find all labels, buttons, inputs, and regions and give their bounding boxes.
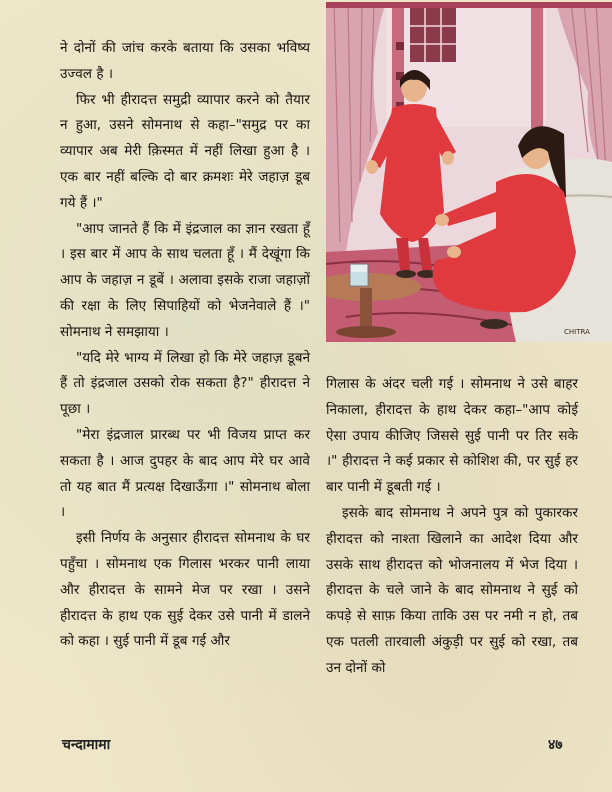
- paragraph: इसी निर्णय के अनुसार हीरादत्त सोमनाथ के घर पहुँचा । सोमनाथ एक गिलास भरकर पानी लाया और हीरादत्त के सामने मेज पर रखा । उसने हीरादत्त के हाथ एक सुई देकर उसे पानी में डालने को कहा । सुई पानी में डूब गई और: [60, 530, 310, 650]
- paragraph: फिर भी हीरादत्त समुद्री व्यापार करने को तैयार न हुआ, उसने सोमनाथ से कहा–"समुद्र पर का व्यापार अब मेरी क़िस्मत में नहीं लिखा हुआ है । एक बार नहीं बल्कि दो बार क्रमशः मेरे जहाज़ डूब गये हैं ।": [60, 91, 310, 211]
- paragraph: "यदि मेरे भाग्य में लिखा हो कि मेरे जहाज़ डूबने हैं तो इंद्रजाल उसको रोक सकता है?" हीरादत्त ने पूछा ।: [60, 349, 310, 418]
- paragraph: "आप जानते हैं कि में इंद्रजाल का ज्ञान रखता हूँ । इस बार में आप के साथ चलता हूँ । मैं देखूंगा कि आप के जहाज़ न डूबें । अलावा इसके राजा जहाज़ों की रक्षा के लिए सिपाहियों को भेजनेवाले हैं ।" सोमनाथ ने समझाया ।: [60, 220, 310, 340]
- left-text-column: [60, 36, 310, 655]
- paragraph: "मेरा इंद्रजाल प्रारब्ध पर भी विजय प्राप्त कर सकता है । आज दुपहर के बाद आप मेरे घर आवे तो यह बात मैं प्रत्यक्ष दिखाऊँगा ।" सोमनाथ बोला ।: [60, 426, 310, 521]
- page-number: ४७: [548, 737, 563, 753]
- paragraph: गिलास के अंदर चली गई । सोमनाथ ने उसे बाहर निकाला, हीरादत्त के हाथ देकर कहा–"आप कोई ऐसा उपाय कीजिए जिससे सुई पानी पर तिर सके ।" हीरादत्त ने कई प्रकार से कोशिश की, पर सुई हर बार पानी में डूबती गई ।: [326, 376, 578, 496]
- right-text-column: [326, 372, 578, 682]
- story-illustration: [326, 2, 612, 342]
- magazine-name: चन्दामामा: [62, 737, 111, 753]
- paragraph: ने दोनों की जांच करके बताया कि उसका भविष्य उज्वल है ।: [60, 40, 310, 82]
- svg-text:CHITRA: CHITRA: [564, 328, 590, 336]
- paragraph: इसके बाद सोमनाथ ने अपने पुत्र को पुकारकर हीरादत्त को नाश्ता खिलाने का आदेश दिया और उसके साथ हीरादत्त को भोजनालय में भेज दिया । हीरादत्त के चले जाने के बाद सोमनाथ ने सुई को कपड़े से साफ़ किया ताकि उस पर नमी न हो, तब एक पतली तारवाली अंकुड़ी पर सुई को रखा, तब उन दोनों को: [326, 504, 578, 676]
